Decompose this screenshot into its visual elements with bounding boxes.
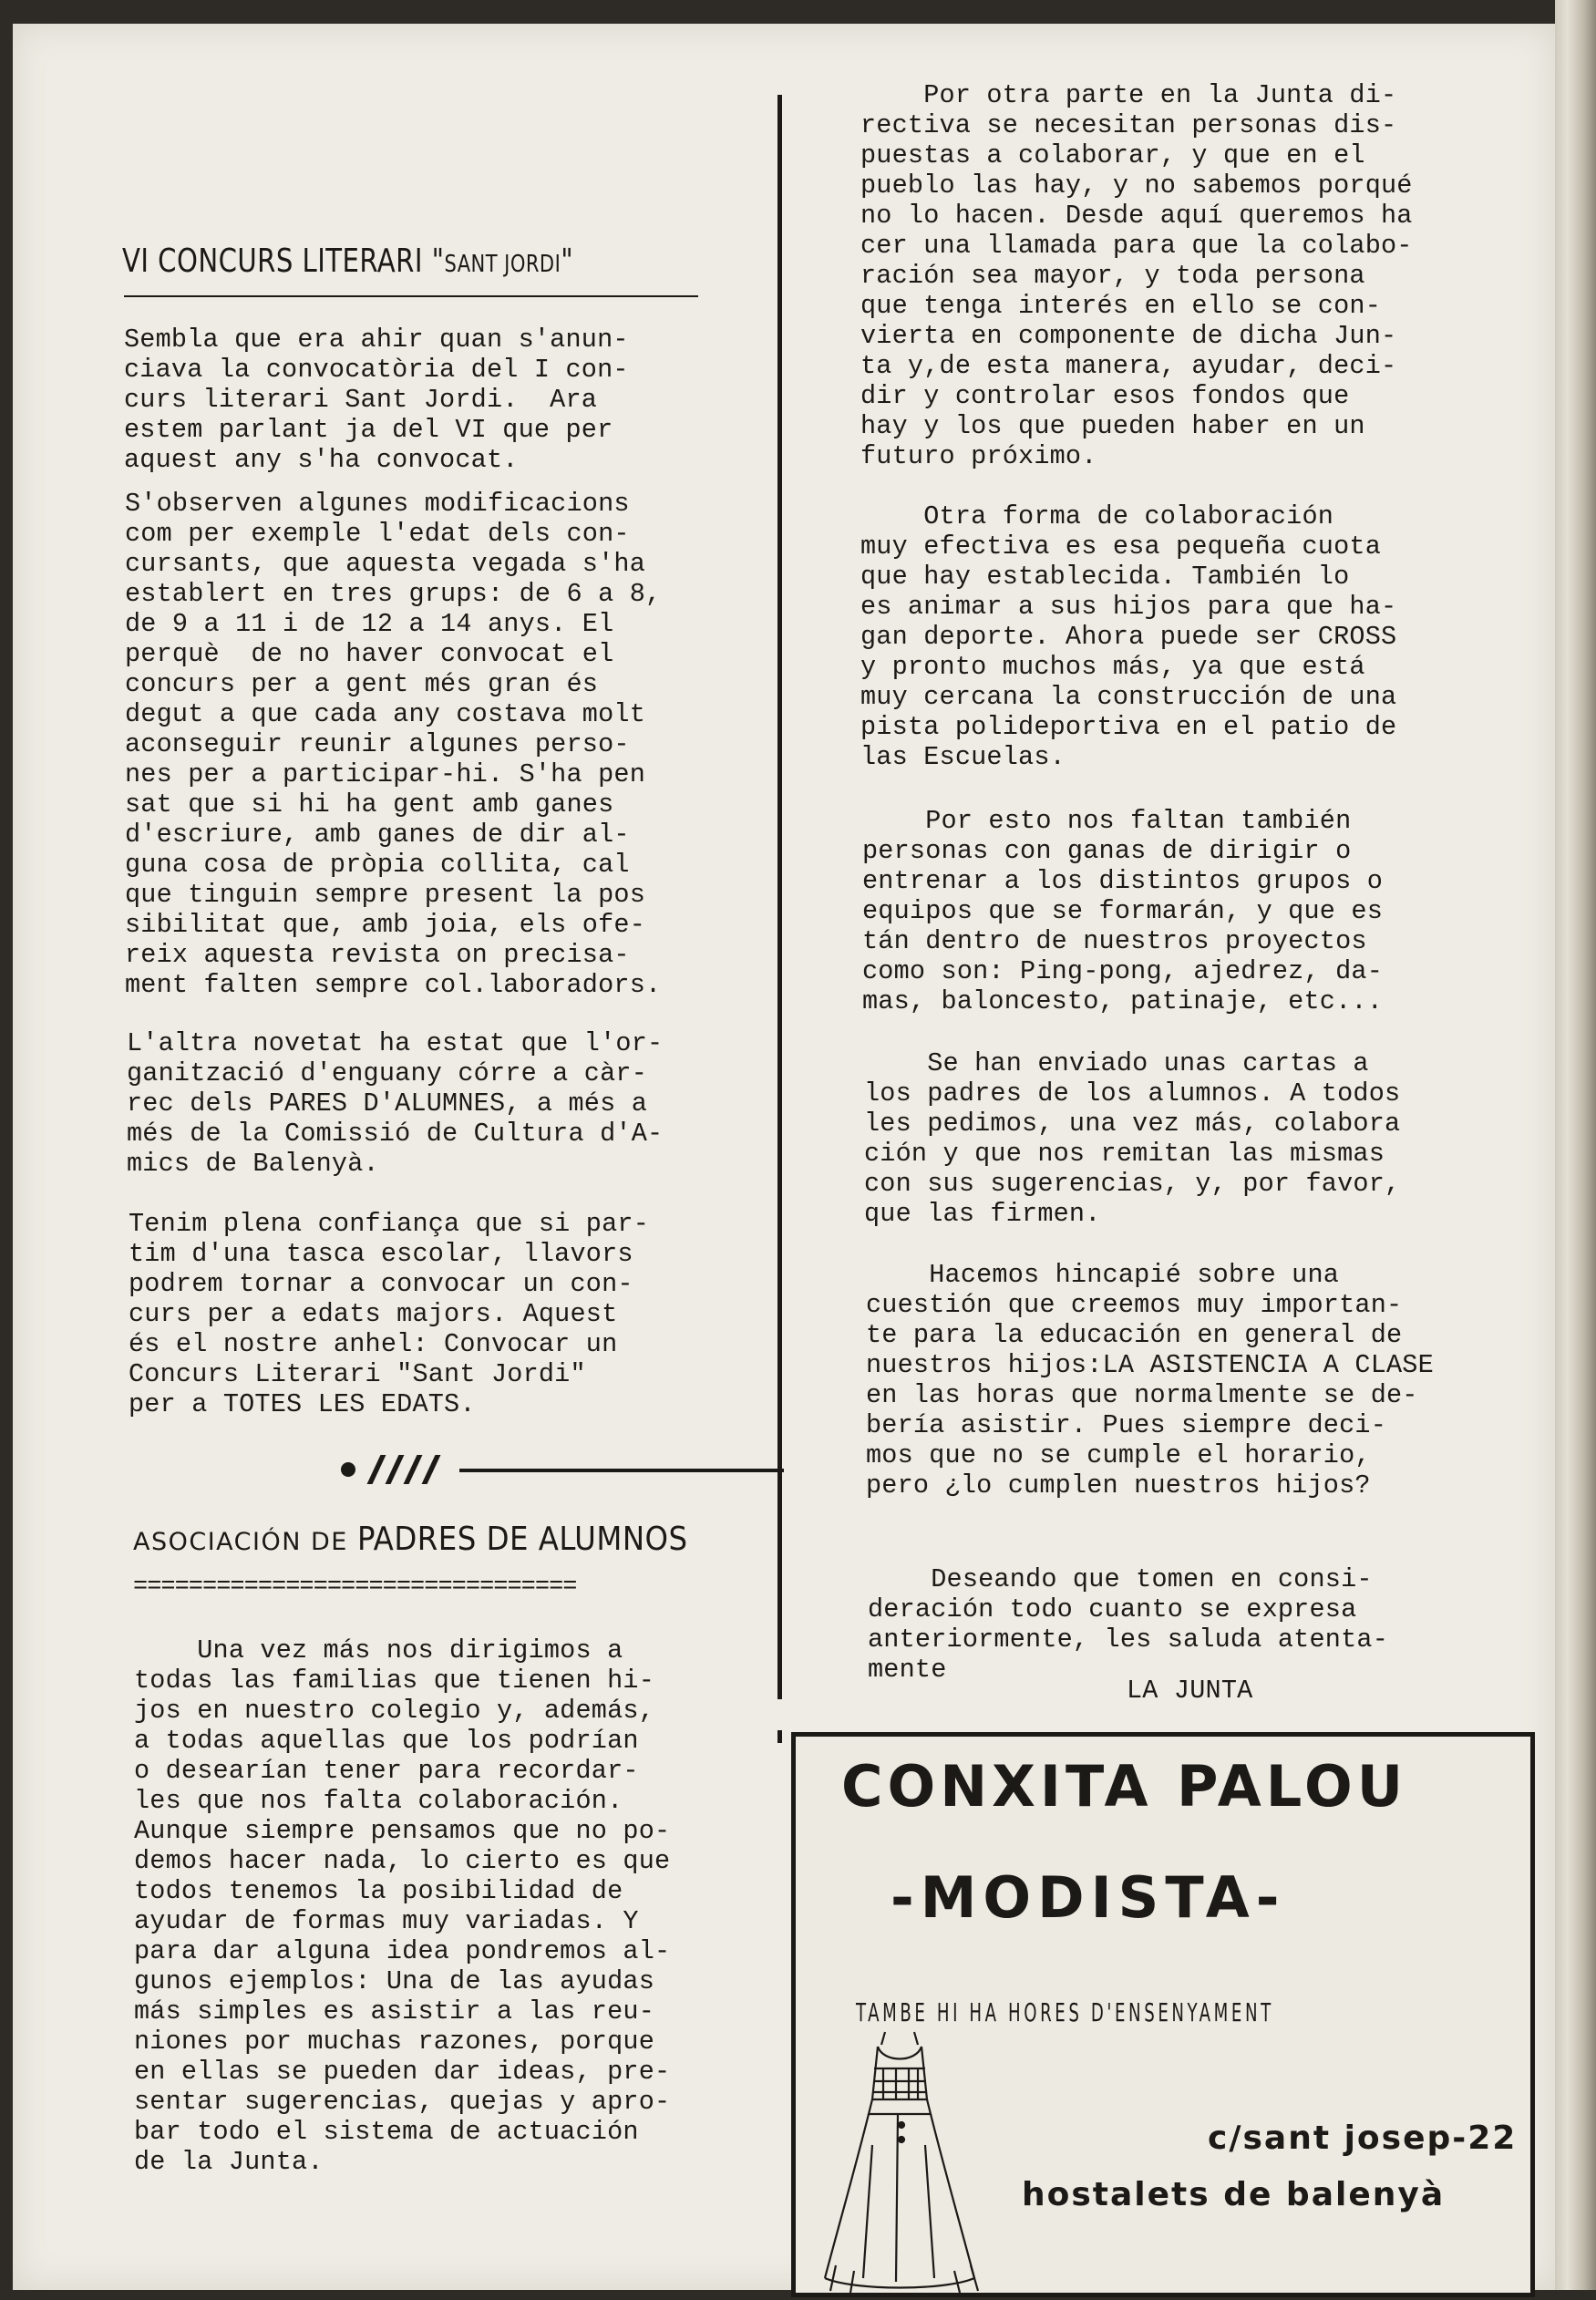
concurs-title: VI CONCURS LITERARI "SANT JORDI" (122, 242, 574, 280)
asociacion-title: ASOCIACIÓN DE PADRES DE ALUMNOS (133, 1521, 688, 1558)
concurs-paragraph-3: L'altra novetat ha estat que l'or- ganització d'enguany córre a càr- rec dels PARES D'ALUMNES, a més a més de la Comissió de Cultura d'A- mics de Balenyà. (127, 1028, 664, 1179)
junta-paragraph-5: Hacemos hincapié sobre una cuestión que creemos muy importan- te para la educación en general de nuestros hijos:LA ASISTENCIA A CLASE en las horas que normalmente se de- bería asistir. Pues siempre deci- mos que no se cumple el horario, pero ¿lo cumplen nuestros hijos? (866, 1260, 1434, 1501)
junta-paragraph-6: Deseando que tomen en consi- deración todo cuanto se expresa anteriormente, les saluda atenta- mente (868, 1564, 1388, 1685)
advert-name: CONXITA PALOU (841, 1753, 1408, 1820)
junta-paragraph-1: Por otra parte en la Junta di- rectiva se necesitan personas dis- puestas a colaborar, y que en el pueblo las hay, y no sabemos porqué no lo hacen. Desde aquí queremos ha cer una llamada para que la colabo- ración sea mayor, y toda persona que tenga interés en ello se con- vierta en componente de dicha Jun- ta y,de esta manera, ayudar, deci- dir y controlar esos fondos que hay y los que pueden haber en un futuro próximo. (860, 80, 1413, 471)
ad-divider-top (777, 1730, 782, 1743)
concurs-paragraph-2: S'observen algunes modificacions com per exemple l'edat dels con- cursants, que aquesta vegada s'ha establert en tres grups: de 6 a 8, de 9 a 11 i de 12 a 14 anys. El perquè de no haver convocat el concurs per a gent més gran és degut a que cada any costava molt aconseguir reunir algunes perso- nes per a participar-hi. S'ha pen sat que si hi ha gent amb ganes d'escriure, amb ganes de dir al- guna cosa de pròpia collita, cal que tinguin sempre present la pos sibilitat que, amb joia, els ofe- reix aquesta revista on precisa- ment falten sempre col.laboradors. (125, 489, 662, 1000)
section-separator (341, 1453, 784, 1484)
junta-paragraph-4: Se han enviado unas cartas a los padres de los alumnos. A todos les pedimos, una vez más, colabora ción y que nos remitan las mismas con sus sugerencias, y, por favor, que las firmen. (864, 1048, 1401, 1229)
advert-town: hostalets de balenyà (1022, 2176, 1446, 2213)
modista-advert (791, 1732, 1535, 2297)
binding-edge (1555, 0, 1596, 2290)
advert-trade: -MODISTA- (891, 1864, 1286, 1931)
dress-illustration-icon (818, 2027, 1009, 2300)
concurs-title-underline (124, 295, 698, 297)
junta-paragraph-3: Por esto nos faltan también personas con ganas de dirigir o entrenar a los distintos grupos o equipos que se formarán, y que es tán dentro de nuestros proyectos como son: Ping-pong, ajedrez, da- mas, baloncesto, patinaje, etc... (862, 806, 1383, 1016)
concurs-paragraph-4: Tenim plena confiança que si par- tim d'una tasca escolar, llavors podrem tornar a convocar un con- curs per a edats majors. Aquest és el nostre anhel: Convocar un Concurs Literari "Sant Jordi" per a TOTES LES EDATS. (129, 1209, 649, 1419)
asociacion-title-underline: ================================ (133, 1573, 577, 1601)
advert-address: c/sant josep-22 (1208, 2120, 1518, 2157)
advert-tagline: TAMBE HI HA HORES D'ENSENYAMENT (856, 1997, 1274, 2027)
junta-signature: LA JUNTA (1127, 1676, 1253, 1706)
asociacion-paragraph: Una vez más nos dirigimos a todas las familias que tienen hi- jos en nuestro colegio y, además, a todas aquellas que los podrían o desearían tener para recordar- les que nos falta colaboración. Aunque siempre pensamos que no po- demos hacer nada, lo cierto es que todos tenemos la posibilidad de ayudar de formas muy variadas. Y para dar alguna idea pondremos al- gunos ejemplos: Una de las ayudas más simples es asistir a las reu- niones por muchas razones, porque en ellas se pueden dar ideas, pre- sentar sugerencias, quejas y apro- bar todo el sistema de actuación de la Junta. (134, 1635, 671, 2177)
concurs-paragraph-1: Sembla que era ahir quan s'anun- ciava la convocatòria del I con- curs literari Sant Jordi. Ara estem parlant ja del VI que per aquest any s'ha convocat. (124, 325, 629, 475)
junta-paragraph-2: Otra forma de colaboración muy efectiva es esa pequeña cuota que hay establecida. También lo es animar a sus hijos para que ha- gan deporte. Ahora puede ser CROSS y pronto muchos más, ya que está muy cercana la construcción de una pista polideportiva en el patio de las Escuelas. (860, 501, 1397, 772)
